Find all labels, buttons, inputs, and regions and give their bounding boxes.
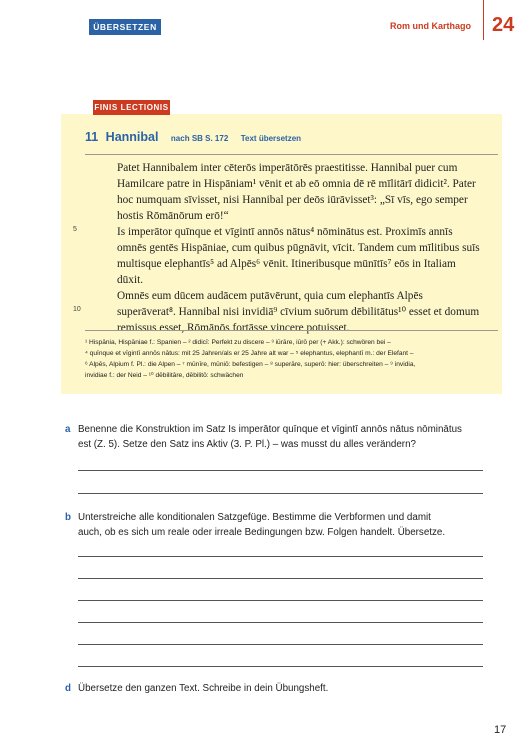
- latin-line: hoc numquam sīvisset, nisi Hannibal per deōs iūrāvisset³: „Sī vīs, ego semper: [117, 194, 468, 206]
- footnote-line: ⁴ quīnque et vīgintī annōs nātus: mit 25 Jahren/als er 25 Jahre alt war – ⁵ elephantus, elephantī m.: der Elefant –: [85, 350, 414, 357]
- latin-line: Hamilcare patre in Hispāniam¹ vēnit et ab eō omnia dē rē mīlitārī didicit². Pater: [117, 178, 476, 190]
- latin-line: dūxit.: [117, 274, 144, 286]
- latin-text: [117, 160, 502, 336]
- exercise-task: Text übersetzen: [240, 134, 302, 143]
- task-letter: d: [65, 683, 71, 694]
- task-text: [78, 681, 495, 696]
- task-text-line: Benenne die Konstruktion im Satz Is imperātor quīnque et vīgintī annōs nātus nōminātus: [78, 424, 462, 435]
- task-letter: b: [65, 512, 71, 523]
- section-tag: ÜBERSETZEN: [89, 19, 161, 35]
- task-text-line: est (Z. 5). Setze den Satz ins Aktiv (3. P. Pl.) – was musst du alles verändern?: [78, 439, 416, 450]
- latin-line: Is imperātor quīnque et vīgintī annōs nātus⁴ nōminātus est. Proximīs annīs: [117, 226, 453, 238]
- exercise-heading: [85, 128, 301, 146]
- answer-line[interactable]: [78, 470, 483, 471]
- chapter-number: 24: [492, 14, 515, 36]
- latin-line: Omnēs eum dūcem audācem putāvērunt, quia cum elephantīs Alpēs: [117, 290, 423, 302]
- page-number: 17: [494, 724, 507, 736]
- footnotes: [85, 337, 498, 381]
- answer-line[interactable]: [78, 622, 483, 623]
- task-a: [65, 422, 495, 452]
- task-text: [78, 510, 495, 540]
- task-d: [65, 681, 495, 696]
- latin-line: hostis Rōmānōrum erō!“: [117, 210, 229, 222]
- finis-lectionis-tag: FINIS LECTIONIS: [93, 100, 170, 115]
- latin-line: multisque elephantīs⁵ ad Alpēs⁶ vēnit. Itineribusque mūnītīs⁷ eōs in Italiam: [117, 258, 456, 270]
- footnote-line: ⁶ Alpēs, Alpium f. Pl.: die Alpen – ⁷ mūnīre, mūniō: befestigen – ⁸ superāre, superō: hier: überschreiten – ⁹ invidia,: [85, 361, 416, 368]
- chapter-title: Rom und Karthago: [390, 21, 471, 31]
- answer-line[interactable]: [78, 666, 483, 667]
- header-divider: [483, 0, 484, 40]
- task-text-line: auch, ob es sich um reale oder irreale Bedingungen bzw. Folgen handelt. Übersetze.: [78, 527, 446, 538]
- task-text: [78, 422, 495, 452]
- answer-line[interactable]: [78, 578, 483, 579]
- latin-line: remissus esset, Rōmānōs fortāsse vincere potuisset.: [117, 322, 350, 334]
- answer-line[interactable]: [78, 644, 483, 645]
- footnote-line: invidiae f.: der Neid – ¹⁰ dēbilitāre, dēbilitō: schwächen: [85, 372, 244, 379]
- task-b: [65, 510, 495, 540]
- footnote-line: ¹ Hispānia, Hispāniae f.: Spanien – ² didicī: Perfekt zu discere – ³ iūrāre, iūrō per (+ Akk.): schwören bei –: [85, 339, 391, 346]
- task-text-line: Übersetze den ganzen Text. Schreibe in dein Übungsheft.: [78, 683, 329, 694]
- line-number-5: 5: [73, 226, 77, 233]
- latin-line: Patet Hannibalem inter cēterōs imperātōrēs praestitisse. Hannibal puer cum: [117, 162, 458, 174]
- answer-line[interactable]: [78, 600, 483, 601]
- exercise-title: Hannibal: [105, 130, 159, 144]
- task-text-line: Unterstreiche alle konditionalen Satzgefüge. Bestimme die Verbformen und damit: [78, 512, 431, 523]
- answer-line[interactable]: [78, 493, 483, 494]
- exercise-reference: nach SB S. 172: [170, 134, 229, 143]
- box-divider-top: [85, 154, 498, 155]
- exercise-number: 11: [85, 130, 99, 144]
- latin-line: omnēs gentēs Hispāniae, cum quibus pūgnāvit, vīcit. Tandem cum mīlitibus suīs: [117, 242, 480, 254]
- line-number-10: 10: [73, 306, 81, 313]
- box-divider-notes: [85, 330, 498, 331]
- answer-line[interactable]: [78, 556, 483, 557]
- task-letter: a: [65, 424, 71, 435]
- latin-line: superāverat⁸. Hannibal nisi invidiā⁹ cīvium suōrum dēbilitātus¹⁰ esset et domum: [117, 306, 480, 318]
